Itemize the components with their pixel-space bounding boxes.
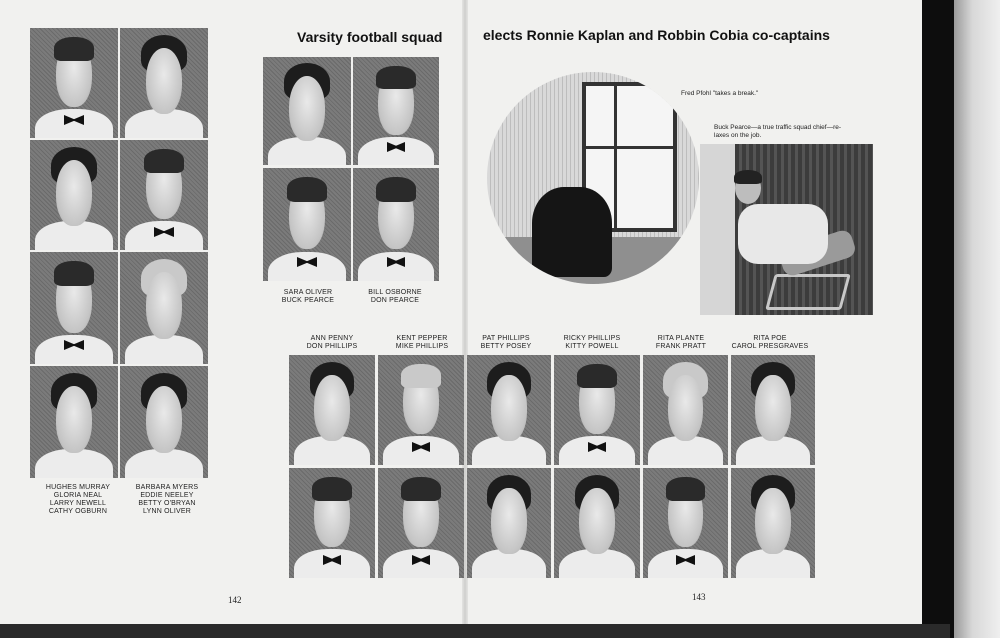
candid-photo-buck-pearce xyxy=(700,144,873,315)
caption-buck-line2: laxes on the job. xyxy=(714,132,762,139)
book-bottom-edge xyxy=(0,624,950,638)
portrait-carol-presgraves xyxy=(731,468,815,578)
portrait-frank-pratt xyxy=(643,468,728,578)
portrait-bill-osborne xyxy=(353,57,439,165)
caption-fred-pfohl: Fred Pfohl "takes a break." xyxy=(681,90,759,97)
caption-bottom-2: KENT PEPPER MIKE PHILLIPS xyxy=(395,335,449,350)
candid-photo-fred-pfohl xyxy=(487,72,699,284)
portrait-larry-newell xyxy=(30,252,118,364)
portrait-buck-pearce xyxy=(263,168,351,281)
portrait-don-phillips xyxy=(289,468,375,578)
portrait-mike-phillips xyxy=(378,468,464,578)
page-number-right: 143 xyxy=(692,592,706,602)
book-cover-edge xyxy=(922,0,954,638)
portrait-don-pearce xyxy=(353,168,439,281)
portrait-sara-oliver xyxy=(263,57,351,165)
portrait-rita-poe xyxy=(731,355,815,465)
portrait-betty-obryan xyxy=(120,252,208,364)
page-number-left: 142 xyxy=(228,595,242,605)
caption-bottom-4: RICKY PHILLIPS KITTY POWELL xyxy=(563,335,621,350)
portrait-eddie-neeley xyxy=(120,140,208,250)
headline-left: Varsity football squad xyxy=(297,29,443,45)
caption-bottom-6: RITA POE CAROL PRESGRAVES xyxy=(731,335,809,350)
portrait-rita-plante xyxy=(643,355,728,465)
caption-bottom-5: RITA PLANTE FRANK PRATT xyxy=(655,335,707,350)
scanner-background xyxy=(954,0,1000,638)
portrait-kent-pepper xyxy=(378,355,464,465)
caption-mid-col1: SARA OLIVER BUCK PEARCE xyxy=(281,289,335,304)
portrait-ann-penny xyxy=(289,355,375,465)
caption-bottom-3: PAT PHILLIPS BETTY POSEY xyxy=(480,335,532,350)
headline-right: elects Ronnie Kaplan and Robbin Cobia co-captains xyxy=(483,27,830,43)
caption-left-col2: BARBARA MYERS EDDIE NEELEY BETTY O'BRYAN LYNN OLIVER xyxy=(135,484,199,515)
portrait-betty-posey xyxy=(467,468,551,578)
portrait-lynn-oliver xyxy=(120,366,208,478)
portrait-gloria-neal xyxy=(30,140,118,250)
portrait-ricky-phillips xyxy=(554,355,640,465)
portrait-kitty-powell xyxy=(554,468,640,578)
portrait-pat-phillips xyxy=(467,355,551,465)
portrait-hughes-murray xyxy=(30,28,118,138)
caption-buck-line1: Buck Pearce—a true traffic squad chief—re- xyxy=(714,124,842,131)
portrait-barbara-myers xyxy=(120,28,208,138)
caption-mid-col2: BILL OSBORNE DON PEARCE xyxy=(368,289,422,304)
portrait-cathy-ogburn xyxy=(30,366,118,478)
caption-bottom-1: ANN PENNY DON PHILLIPS xyxy=(306,335,358,350)
caption-left-col1: HUGHES MURRAY GLORIA NEAL LARRY NEWELL CATHY OGBURN xyxy=(45,484,111,515)
